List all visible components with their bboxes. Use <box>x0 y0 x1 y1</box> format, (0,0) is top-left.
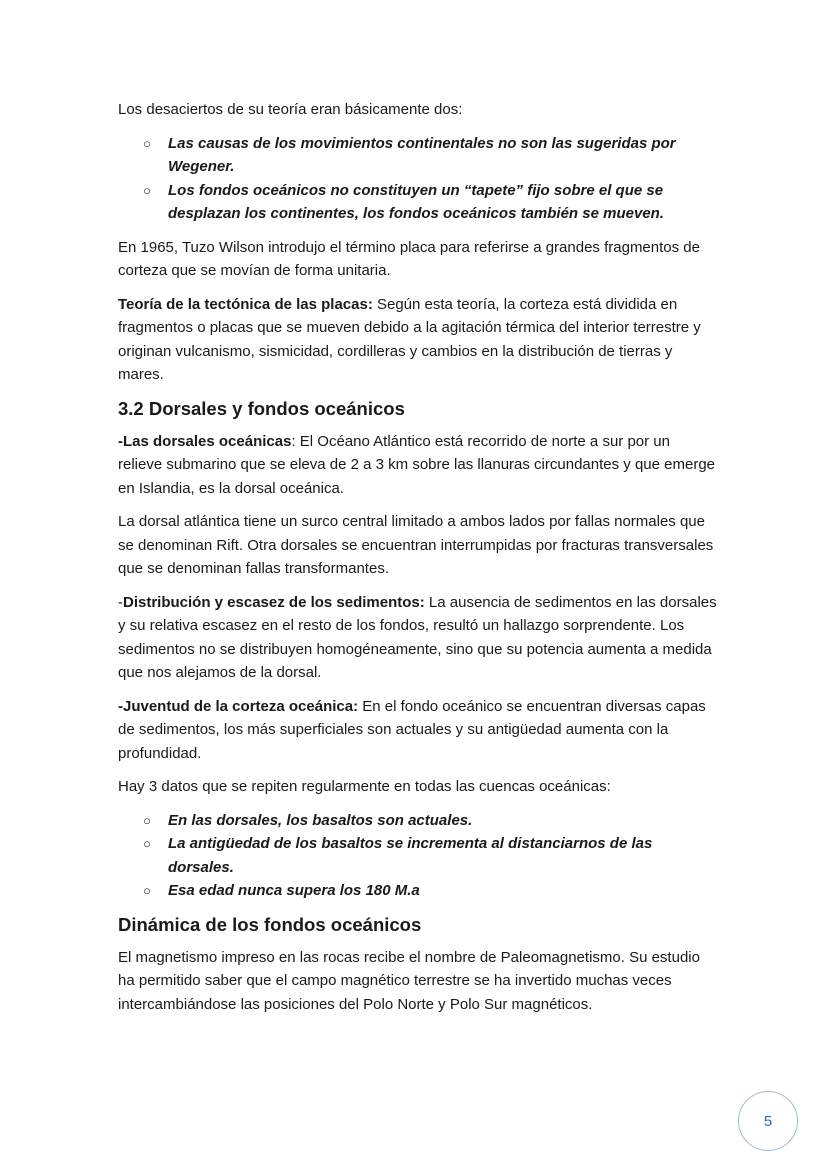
dorsales-paragraph <box>118 430 718 501</box>
tectonica-paragraph <box>118 293 718 387</box>
sedimentos-paragraph: -Distribución y escasez de los sedimentos: La ausencia de sedimentos en las dorsales y su relativa escasez en el resto de los fondos, resultó un hallazgo sorprendente. Los sedimentos no se distribuyen homogéneamente, sino que su potencia aumenta a medida que nos alejamos de la dorsal. <box>118 593 717 681</box>
paleomagnetismo-paragraph: El magnetismo impreso en las rocas recibe el nombre de Paleomagnetismo. Su estudio ha permitido saber que el campo magnético terrestre se ha invertido muchas veces intercambiándose las posiciones del Polo Norte y Polo Sur magnéticos. <box>118 948 700 1013</box>
dorsales-label: -Las dorsales oceánicas <box>118 432 292 450</box>
datos-intro-paragraph: Hay 3 datos que se repiten regularmente en todas las cuencas oceánicas: <box>118 778 611 795</box>
circle-bullet-icon: ○ <box>143 883 151 898</box>
page-number: 5 <box>763 1112 773 1130</box>
juventud-text: En el fondo oceánico se encuentran diversas capas de sedimentos, los más superficiales son actuales y su antigüedad aumenta con la profundidad. <box>118 697 706 762</box>
tectonica-label: Teoría de la tectónica de las placas: <box>118 295 373 313</box>
list-item: ○ En las dorsales, los basaltos son actuales. <box>118 809 718 833</box>
intro-paragraph: Los desaciertos de su teoría eran básicamente dos: <box>118 101 463 118</box>
sedimentos-label: Distribución y escasez de los sedimentos: <box>123 593 425 611</box>
errors-list <box>118 132 718 226</box>
circle-bullet-icon: ○ <box>143 812 151 828</box>
list-item: ○ La antigüedad de los basaltos se incrementa al distanciarnos de las dorsales. <box>118 832 718 879</box>
dinamica-heading: Dinámica de los fondos oceánicos <box>118 913 422 935</box>
sedimentos-text: La ausencia de sedimentos en las dorsales y su relativa escasez en el resto de los fondos, resultó un hallazgo sorprendente. Los sedimentos no se distribuyen homogéneamente, sino que su potencia aumenta a medida que nos alejamos de la dorsal. <box>118 593 717 681</box>
rift-paragraph: La dorsal atlántica tiene un surco central limitado a ambos lados por fallas normales que se denominan Rift. Otra dorsales se encuentran interrumpidas por fracturas transversales que se denominan fallas transformantes. <box>118 513 714 577</box>
circle-bullet-icon: ○ <box>143 182 151 198</box>
wilson-paragraph: En 1965, Tuzo Wilson introdujo el término placa para referirse a grandes fragmentos de corteza que se movían de forma unitaria. <box>118 238 700 279</box>
juventud-label: -Juventud de la corteza oceánica: <box>118 697 359 715</box>
page-number-badge <box>738 1091 798 1151</box>
circle-bullet-icon: ○ <box>143 836 151 851</box>
juventud-paragraph <box>118 695 718 766</box>
tectonica-text: Según esta teoría, la corteza está dividida en fragmentos o placas que se mueven debido a la agitación térmica del interior terrestre y originan vulcanismo, sismicidad, cordilleras y cambios en la distribución de tierras y mares. <box>118 295 701 383</box>
datos-list <box>118 809 718 903</box>
section-heading: 3.2 Dorsales y fondos oceánicos <box>118 397 405 419</box>
document-page <box>118 98 718 1026</box>
list-item: ○ Los fondos oceánicos no constituyen un “tapete” fijo sobre el que se desplazan los continentes, los fondos oceánicos también se mueven. <box>118 179 718 226</box>
list-item: ○ Las causas de los movimientos continentales no son las sugeridas por Wegener. <box>118 132 718 179</box>
dorsales-text: : El Océano Atlántico está recorrido de norte a sur por un relieve submarino que se eleva de 2 a 3 km sobre las llanuras circundantes y que emerge en Islandia, es la dorsal oceánica. <box>118 432 715 497</box>
list-item: ○ Esa edad nunca supera los 180 M.a <box>118 879 718 903</box>
circle-bullet-icon: ○ <box>143 135 151 151</box>
